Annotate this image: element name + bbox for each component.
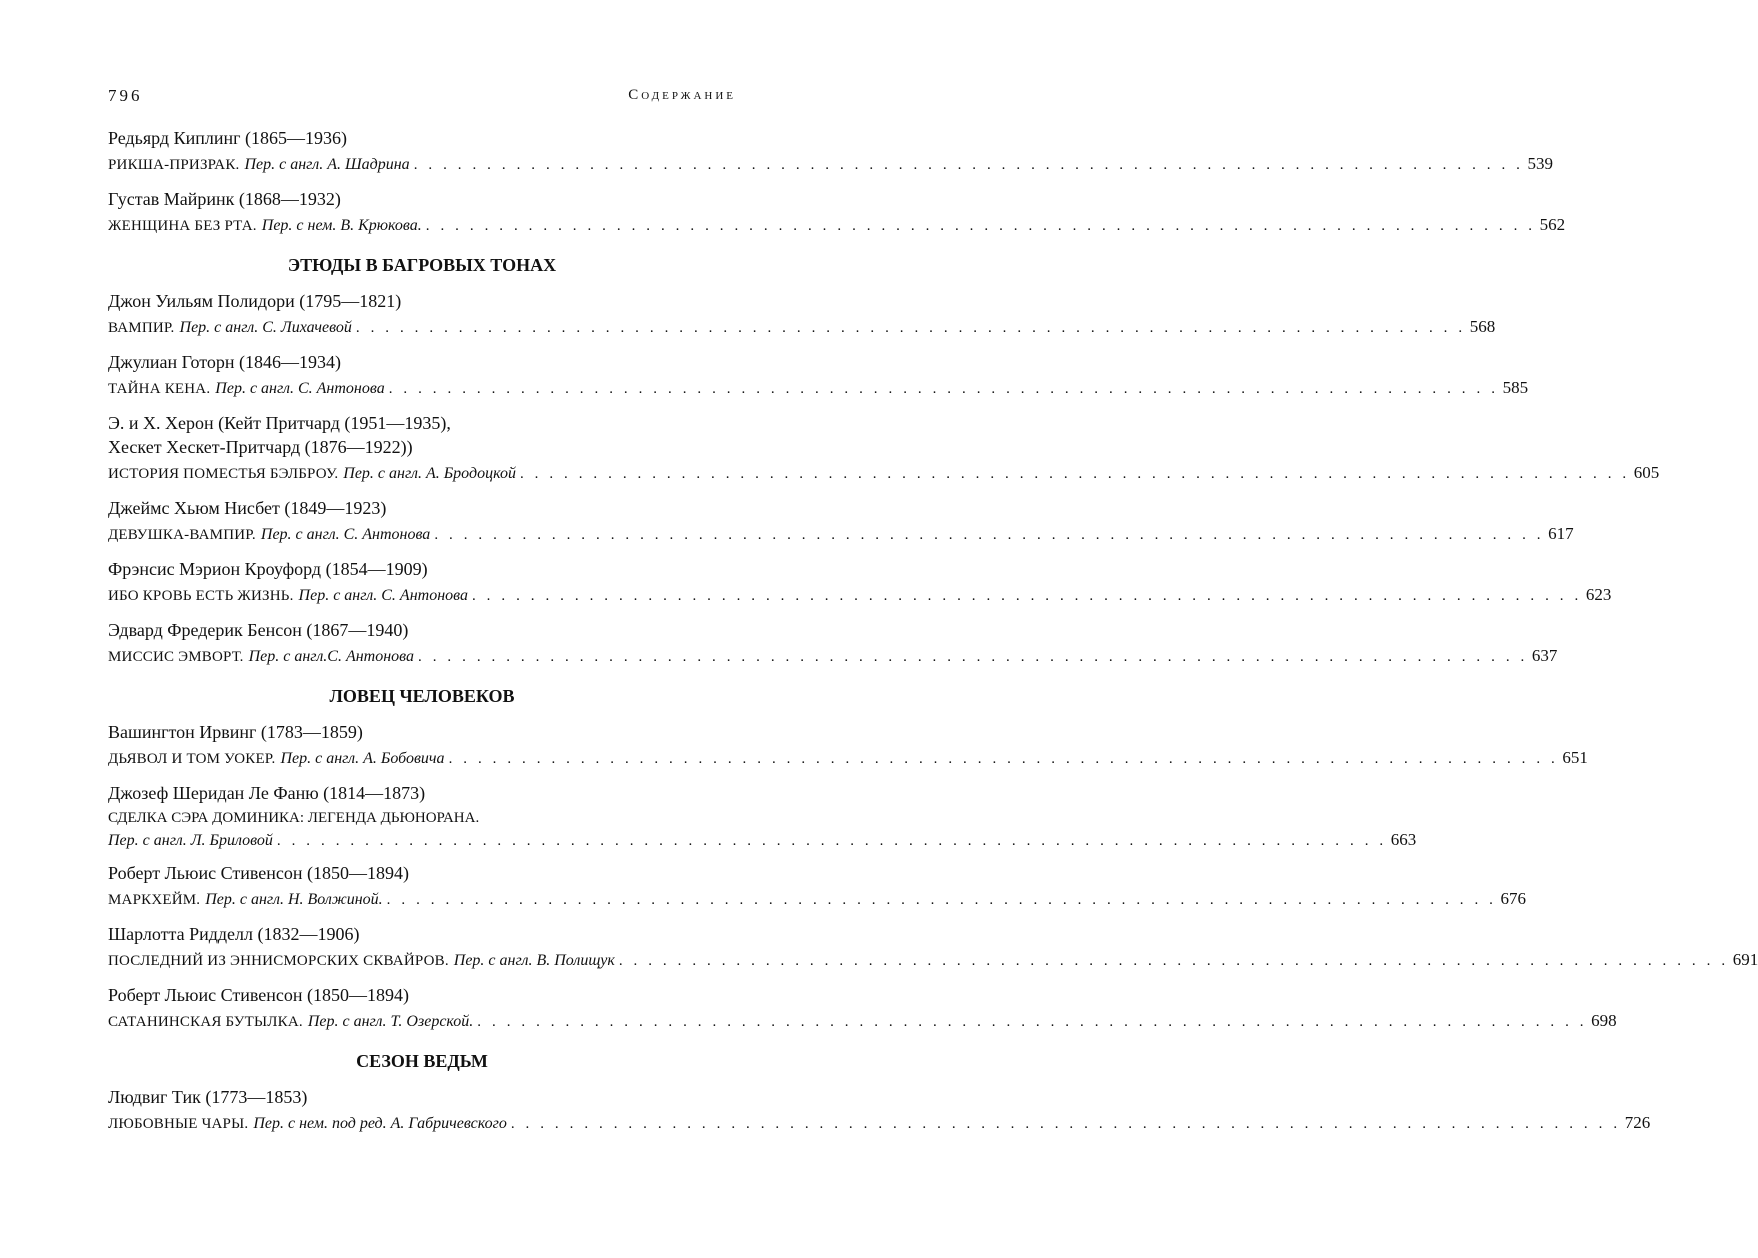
work-title: РИКША-ПРИЗРАК. (108, 157, 240, 173)
dot-leader: . . . . . . . . . . . . . . . . . . . . . . . . . . . . . . . . . . . . . . . . . . . . . . . . . . . . . . . . . . . . . . . . . . . . . . . . . . . . (425, 218, 1536, 234)
work-title: МИССИС ЭМВОРТ. (108, 649, 244, 665)
page-reference: 663 (1390, 830, 1417, 849)
author-line: Шарлотта Ридделл (1832—1906) (108, 924, 360, 944)
section-heading: СЕЗОН ВЕДЬМ (356, 1051, 488, 1071)
work-line (108, 460, 1660, 487)
dot-leader: . . . . . . . . . . . . . . . . . . . . . . . . . . . . . . . . . . . . . . . . . . . . . . . . . . . . . . . . . . . . . . . . . . . . . . . . . . . . (471, 588, 1582, 604)
translator-credit: Пер. с англ.С. Антонова (248, 648, 415, 665)
translator-credit: Пер. с англ. В. Полищук (453, 952, 615, 969)
author-line: Роберт Льюис Стивенсон (1850—1894) (108, 985, 409, 1005)
work-title: МАРКХЕЙМ. (108, 892, 201, 908)
dot-leader: . . . . . . . . . . . . . . . . . . . . . . . . . . . . . . . . . . . . . . . . . . . . . . . . . . . . . . . . . . . . . . . . . . . . . . . . . . . . (276, 833, 1387, 849)
toc-entry (108, 1085, 1651, 1137)
work-line (108, 212, 1566, 239)
page-reference: 637 (1531, 646, 1558, 665)
translator-credit: Пер. с нем. В. Крюкова. (261, 217, 422, 234)
translator-credit: Пер. с англ. А. Бобовича (280, 750, 445, 767)
work-line (108, 151, 1554, 178)
table-of-contents (108, 126, 1758, 1146)
toc-entry (108, 557, 1612, 609)
translator-credit: Пер. с англ. С. Антонова (215, 380, 385, 397)
dot-leader: . . . . . . . . . . . . . . . . . . . . . . . . . . . . . . . . . . . . . . . . . . . . . . . . . . . . . . . . . . . . . . . . . . . . . . . . . . . . (618, 953, 1729, 969)
page-reference: 676 (1500, 889, 1527, 908)
translator-credit: Пер. с нем. под ред. А. Габричевского (253, 1115, 507, 1132)
translator-credit: Пер. с англ. Л. Бриловой (108, 832, 273, 849)
work-title: ДЬЯВОЛ И ТОМ УОКЕР. (108, 751, 276, 767)
work-line (108, 1110, 1651, 1137)
page-reference: 585 (1502, 378, 1529, 397)
work-title: ЖЕНЩИНА БЕЗ РТА. (108, 218, 257, 234)
translator-credit: Пер. с англ. С. Лихачевой (179, 319, 352, 336)
dot-leader: . . . . . . . . . . . . . . . . . . . . . . . . . . . . . . . . . . . . . . . . . . . . . . . . . . . . . . . . . . . . . . . . . . . . . . . . . . . . (434, 527, 1545, 543)
author-line: Редьярд Киплинг (1865—1936) (108, 128, 347, 148)
page-reference: 698 (1591, 1011, 1617, 1030)
dot-leader: . . . . . . . . . . . . . . . . . . . . . . . . . . . . . . . . . . . . . . . . . . . . . . . . . . . . . . . . . . . . . . . . . . . . . . . . . . . . (519, 466, 1630, 482)
work-line (108, 521, 1574, 548)
translator-credit: Пер. с англ. А. Бродоцкой (343, 465, 516, 482)
dot-leader: . . . . . . . . . . . . . . . . . . . . . . . . . . . . . . . . . . . . . . . . . . . . . . . . . . . . . . . . . . . . . . . . . . . . . . . . . . . . (386, 892, 1497, 908)
work-line (108, 947, 1758, 974)
author-line: Фрэнсис Мэрион Кроуфорд (1854—1909) (108, 559, 428, 579)
page-reference: 568 (1469, 317, 1496, 336)
work-line (108, 314, 1496, 341)
dot-leader: . . . . . . . . . . . . . . . . . . . . . . . . . . . . . . . . . . . . . . . . . . . . . . . . . . . . . . . . . . . . . . . . . . . . . . . . . . . . (413, 157, 1524, 173)
translator-credit: Пер. с англ. А. Шадрина (244, 156, 410, 173)
author-line: Людвиг Тик (1773—1853) (108, 1087, 308, 1107)
translator-credit: Пер. с англ. С. Антонова (298, 587, 468, 604)
author-line: Роберт Льюис Стивенсон (1850—1894) (108, 863, 409, 883)
author-line: Джулиан Готорн (1846—1934) (108, 352, 341, 372)
page-reference: 726 (1624, 1113, 1651, 1132)
toc-entry (108, 187, 1566, 239)
page-reference: 605 (1633, 463, 1660, 482)
author-line: Э. и Х. Херон (Кейт Притчард (1951—1935), (108, 413, 451, 433)
toc-entry (108, 720, 1588, 772)
author-line: Густав Майринк (1868—1932) (108, 189, 341, 209)
dot-leader: . . . . . . . . . . . . . . . . . . . . . . . . . . . . . . . . . . . . . . . . . . . . . . . . . . . . . . . . . . . . . . . . . . . . . . . . . . . . (388, 381, 1499, 397)
dot-leader: . . . . . . . . . . . . . . . . . . . . . . . . . . . . . . . . . . . . . . . . . . . . . . . . . . . . . . . . . . . . . . . . . . . . . . . . . . . . (510, 1116, 1621, 1132)
dot-leader: . . . . . . . . . . . . . . . . . . . . . . . . . . . . . . . . . . . . . . . . . . . . . . . . . . . . . . . . . . . . . . . . . . . . . . . . . . . . (355, 320, 1466, 336)
dot-leader: . . . . . . . . . . . . . . . . . . . . . . . . . . . . . . . . . . . . . . . . . . . . . . . . . . . . . . . . . . . . . . . . . . . . . . . . . . . . (477, 1014, 1588, 1030)
page-number: 796 (108, 86, 143, 105)
author-line: Вашингтон Ирвинг (1783—1859) (108, 722, 363, 742)
toc-entry (108, 861, 1527, 913)
work-line (108, 886, 1527, 913)
dot-leader: . . . . . . . . . . . . . . . . . . . . . . . . . . . . . . . . . . . . . . . . . . . . . . . . . . . . . . . . . . . . . . . . . . . . . . . . . . . . (448, 751, 1559, 767)
work-line (108, 1008, 1617, 1035)
page-reference: 617 (1548, 524, 1574, 543)
work-line (108, 745, 1588, 772)
work-line (108, 582, 1612, 609)
dot-leader: . . . . . . . . . . . . . . . . . . . . . . . . . . . . . . . . . . . . . . . . . . . . . . . . . . . . . . . . . . . . . . . . . . . . . . . . . . . . (418, 649, 1528, 665)
work-title: ПОСЛЕДНИЙ ИЗ ЭННИСМОРСКИХ СКВАЙРОВ. (108, 953, 449, 969)
work-title: ИБО КРОВЬ ЕСТЬ ЖИЗНЬ. (108, 588, 294, 604)
toc-entry (108, 781, 1417, 852)
running-head: Содержание (628, 87, 736, 103)
author-line-continued: Хескет Хескет-Притчард (1876—1922)) (108, 437, 413, 457)
work-line (108, 643, 1558, 670)
toc-entry (108, 618, 1558, 670)
translator-credit: Пер. с англ. Т. Озерской. (307, 1013, 474, 1030)
toc-entry (108, 983, 1617, 1035)
page-reference: 539 (1527, 154, 1554, 173)
toc-entry (108, 496, 1574, 548)
work-title: ДЕВУШКА-ВАМПИР. (108, 527, 256, 543)
toc-entry (108, 350, 1529, 402)
section-heading: ЭТЮДЫ В БАГРОВЫХ ТОНАХ (287, 255, 557, 275)
work-title: СДЕЛКА СЭРА ДОМИНИКА: ЛЕГЕНДА ДЬЮНОРАНА. (108, 810, 480, 826)
work-line (108, 375, 1529, 402)
page-reference: 623 (1585, 585, 1612, 604)
author-line: Джозеф Шеридан Ле Фаню (1814—1873) (108, 783, 426, 803)
work-title: ИСТОРИЯ ПОМЕСТЬЯ БЭЛБРОУ. (108, 466, 339, 482)
toc-entry (108, 922, 1758, 974)
author-line: Джон Уильям Полидори (1795—1821) (108, 291, 402, 311)
page-reference: 651 (1562, 748, 1588, 767)
section-heading: ЛОВЕЦ ЧЕЛОВЕКОВ (329, 686, 515, 706)
toc-entry (108, 289, 1496, 341)
translator-credit: Пер. с англ. С. Антонова (260, 526, 431, 543)
work-title: ТАЙНА КЕНА. (108, 381, 211, 397)
author-line: Джеймс Хьюм Нисбет (1849—1923) (108, 498, 387, 518)
work-title: ВАМПИР. (108, 320, 175, 336)
work-line (108, 829, 1417, 852)
author-line: Эдвард Фредерик Бенсон (1867—1940) (108, 620, 409, 640)
page-reference: 562 (1539, 215, 1566, 234)
toc-entry (108, 126, 1554, 178)
page-header (108, 86, 736, 110)
toc-entry (108, 411, 1660, 487)
work-title: ЛЮБОВНЫЕ ЧАРЫ. (108, 1116, 249, 1132)
translator-credit: Пер. с англ. Н. Волжиной. (205, 891, 383, 908)
page-reference: 691 (1732, 950, 1758, 969)
work-title: САТАНИНСКАЯ БУТЫЛКА. (108, 1014, 303, 1030)
